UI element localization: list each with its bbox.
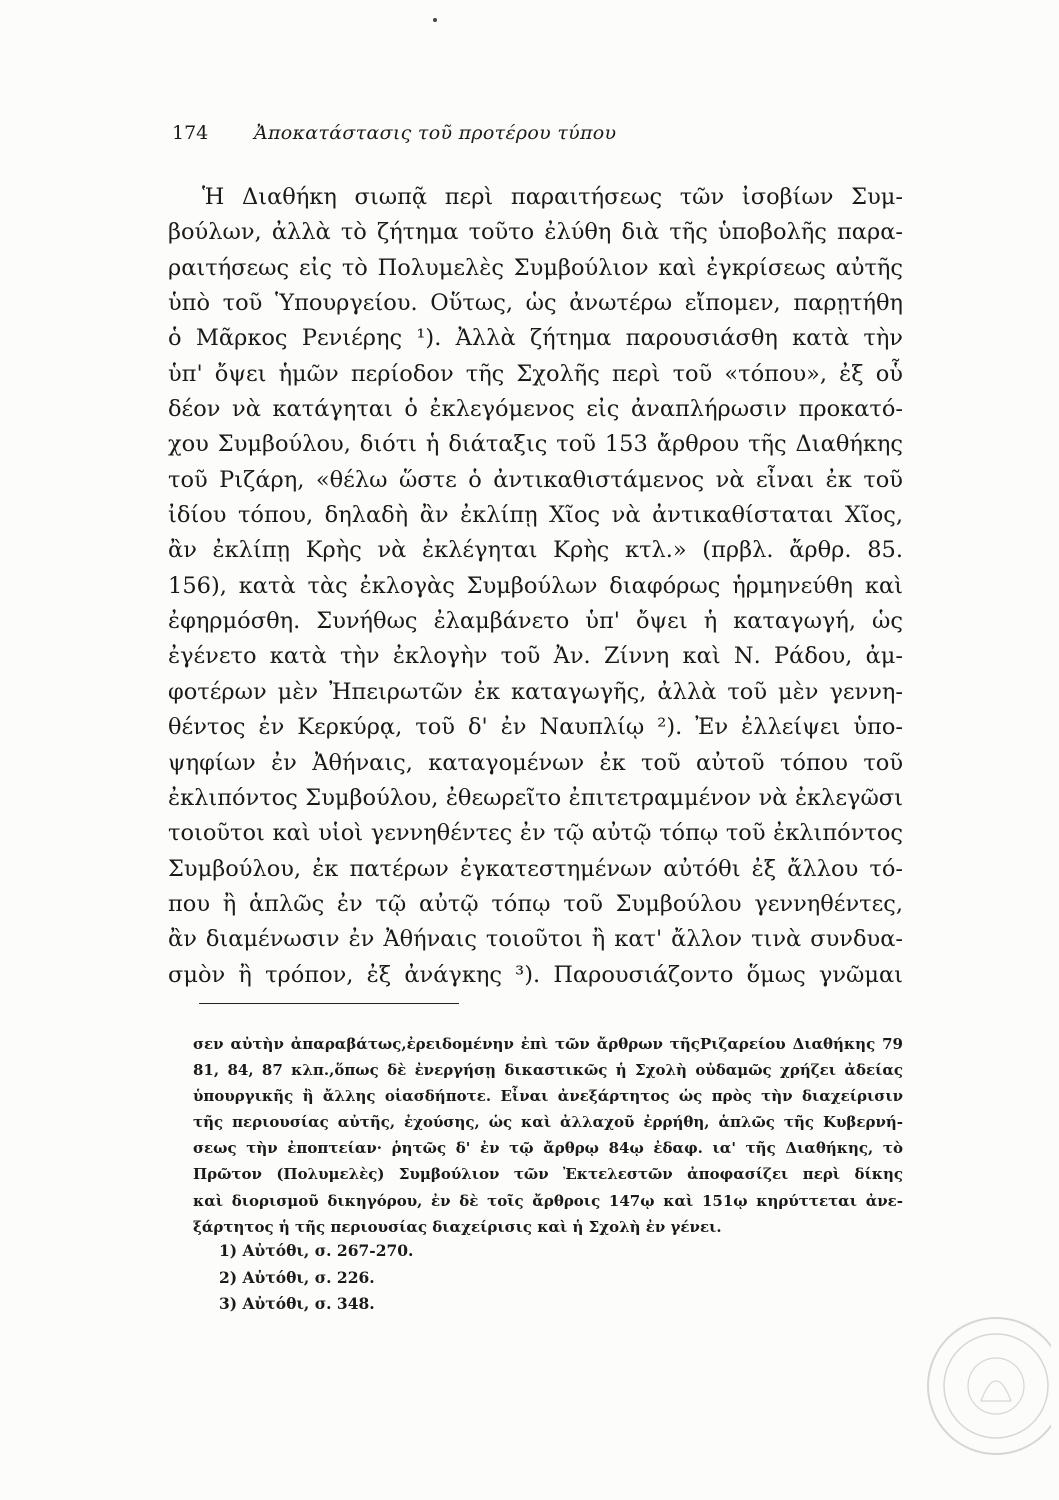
- footnote-line: σεως τὴν ἐποπτείαν· ῥητῶς δ' ἐν τῷ ἄρθρῳ 84ῳ ἐδαφ. ια' τῆς Διαθήκης, τὸ: [193, 1139, 903, 1158]
- text-line: ἰδίου τόπου, δηλαδὴ ἂν ἐκλίπῃ Χῖος νὰ ἀντικαθίσταται Χῖος,: [168, 502, 903, 529]
- text-line: που ἢ ἁπλῶς ἐν τῷ αὐτῷ τόπῳ τοῦ Συμβούλου γεννηθέντες,: [168, 890, 903, 917]
- footnote-list: [219, 1238, 413, 1318]
- library-stamp-icon: [921, 1311, 1051, 1461]
- text-line: ἂν ἐκλίπῃ Κρὴς νὰ ἐκλέγηται Κρὴς κτλ.» (πρβλ. ἄρθρ. 85.: [168, 537, 903, 564]
- footnote-line: σεν αὐτὴν ἀπαραβάτως,ἐρειδομένην ἐπὶ τῶν ἄρθρων τῆςΡιζαρείου Διαθήκης 79: [193, 1035, 903, 1053]
- text-line: ἂν διαμένωσιν ἐν Ἀθήναις τοιοῦτοι ἢ κατ' ἄλλον τινὰ συνδυα-: [168, 926, 903, 953]
- footnote-divider: [199, 1003, 459, 1004]
- text-line: ὁ Μᾶρκος Ρενιέρης ¹). Ἀλλὰ ζήτημα παρουσιάσθη κατὰ τὴν: [168, 325, 903, 352]
- footnote-3: 3) Αὐτόθι, σ. 348.: [219, 1294, 375, 1313]
- footnote-line: ὑπουργικῆς ἢ ἄλλης οἱασδήποτε. Εἶναι ἀνεξάρτητος ὡς πρὸς τὴν διαχείρισιν: [193, 1087, 903, 1106]
- text-line: δέον νὰ κατάγηται ὁ ἐκλεγόμενος εἰς ἀναπλήρωσιν προκατό-: [168, 396, 903, 423]
- text-line: ἐγένετο κατὰ τὴν ἐκλογὴν τοῦ Ἀν. Ζίννη καὶ Ν. Ράδου, ἀμ-: [168, 643, 903, 670]
- text-line: Συμβούλου, ἐκ πατέρων ἐγκατεστημένων αὐτόθι ἐξ ἄλλου τό-: [168, 855, 903, 882]
- text-line: βούλων, ἀλλὰ τὸ ζήτημα τοῦτο ἐλύθη διὰ τῆς ὑποβολῆς παρα-: [168, 219, 903, 246]
- text-line: ραιτήσεως εἰς τὸ Πολυμελὲς Συμβούλιον καὶ ἐγκρίσεως αὐτῆς: [168, 254, 903, 281]
- text-line: ἐφηρμόσθη. Συνήθως ἐλαμβάνετο ὑπ' ὄψει ἡ καταγωγή, ὡς: [168, 608, 903, 635]
- footnote-line: καὶ διορισμοῦ δικηγόρου, ἐν δὲ τοῖς ἄρθροις 147ῳ καὶ 151ῳ κηρύττεται ἀνε-: [193, 1191, 903, 1210]
- text-line: τοῦ Ριζάρη, «θέλω ὥστε ὁ ἀντικαθιστάμενος νὰ εἶναι ἐκ τοῦ: [168, 466, 903, 493]
- text-line: ἐκλιπόντος Συμβούλου, ἐθεωρεῖτο ἐπιτετραμμένον νὰ ἐκλεγῶσι: [168, 784, 903, 811]
- text-line: ὑπ' ὄψει ἡμῶν περίοδον τῆς Σχολῆς περὶ τοῦ «τόπου», ἐξ οὗ: [168, 360, 903, 387]
- text-line: ψηφίων ἐν Ἀθήναις, καταγομένων ἐκ τοῦ αὐτοῦ τόπου τοῦ: [168, 749, 903, 776]
- text-line: σμὸν ἢ τρόπον, ἐξ ἀνάγκης ³). Παρουσιάζοντο ὅμως γνῶμαι: [168, 961, 903, 988]
- footnote-line: ξάρτητος ἡ τῆς περιουσίας διαχείρισις καὶ ἡ Σχολὴ ἐν γένει.: [193, 1217, 722, 1236]
- footnote-continuation: [193, 1031, 903, 1240]
- text-line: 156), κατὰ τὰς ἐκλογὰς Συμβούλων διαφόρως ἡρμηνεύθη καὶ: [168, 572, 903, 599]
- footnote-line: τῆς περιουσίας αὐτῆς, ἐχούσης, ὡς καὶ ἀλλαχοῦ ἐρρήθη, ἁπλῶς τῆς Κυβερνή-: [193, 1113, 903, 1132]
- print-speck: [433, 18, 437, 22]
- text-line: φοτέρων μὲν Ἠπειρωτῶν ἐκ καταγωγῆς, ἀλλὰ τοῦ μὲν γεννη-: [168, 678, 903, 705]
- text-line: Ἡ Διαθήκη σιωπᾷ περὶ παραιτήσεως τῶν ἰσοβίων Συμ-: [202, 184, 903, 210]
- footnote-line: Πρῶτον (Πολυμελὲς) Συμβούλιον τῶν Ἐκτελεστῶν ἀποφασίζει περὶ δίκης: [193, 1165, 903, 1184]
- footnote-1: 1) Αὐτόθι, σ. 267-270.: [219, 1241, 414, 1260]
- page-number: 174: [172, 122, 209, 144]
- running-title: Ἀποκατάστασις τοῦ προτέρου τύπου: [254, 122, 617, 144]
- text-line: χου Συμβούλου, διότι ἡ διάταξις τοῦ 153 ἄρθρου τῆς Διαθήκης: [168, 431, 903, 458]
- text-line: ὑπὸ τοῦ Ὑπουργείου. Οὕτως, ὡς ἀνωτέρω εἴπομεν, παρῃτήθη: [168, 290, 903, 317]
- footnote-line: 81, 84, 87 κλπ.,ὅπως δὲ ἐνεργήσῃ δικαστικῶς ἡ Σχολὴ οὐδαμῶς χρήζει ἀδείας: [193, 1061, 903, 1080]
- footnote-2: 2) Αὐτόθι, σ. 226.: [219, 1267, 375, 1287]
- main-text: [168, 180, 903, 993]
- text-line: τοιοῦτοι καὶ υἱοὶ γεννηθέντες ἐν τῷ αὐτῷ τόπῳ τοῦ ἐκλιπόντος: [168, 820, 903, 847]
- text-line: θέντος ἐν Κερκύρᾳ, τοῦ δ' ἐν Ναυπλίῳ ²). Ἐν ἐλλείψει ὑπο-: [168, 714, 903, 741]
